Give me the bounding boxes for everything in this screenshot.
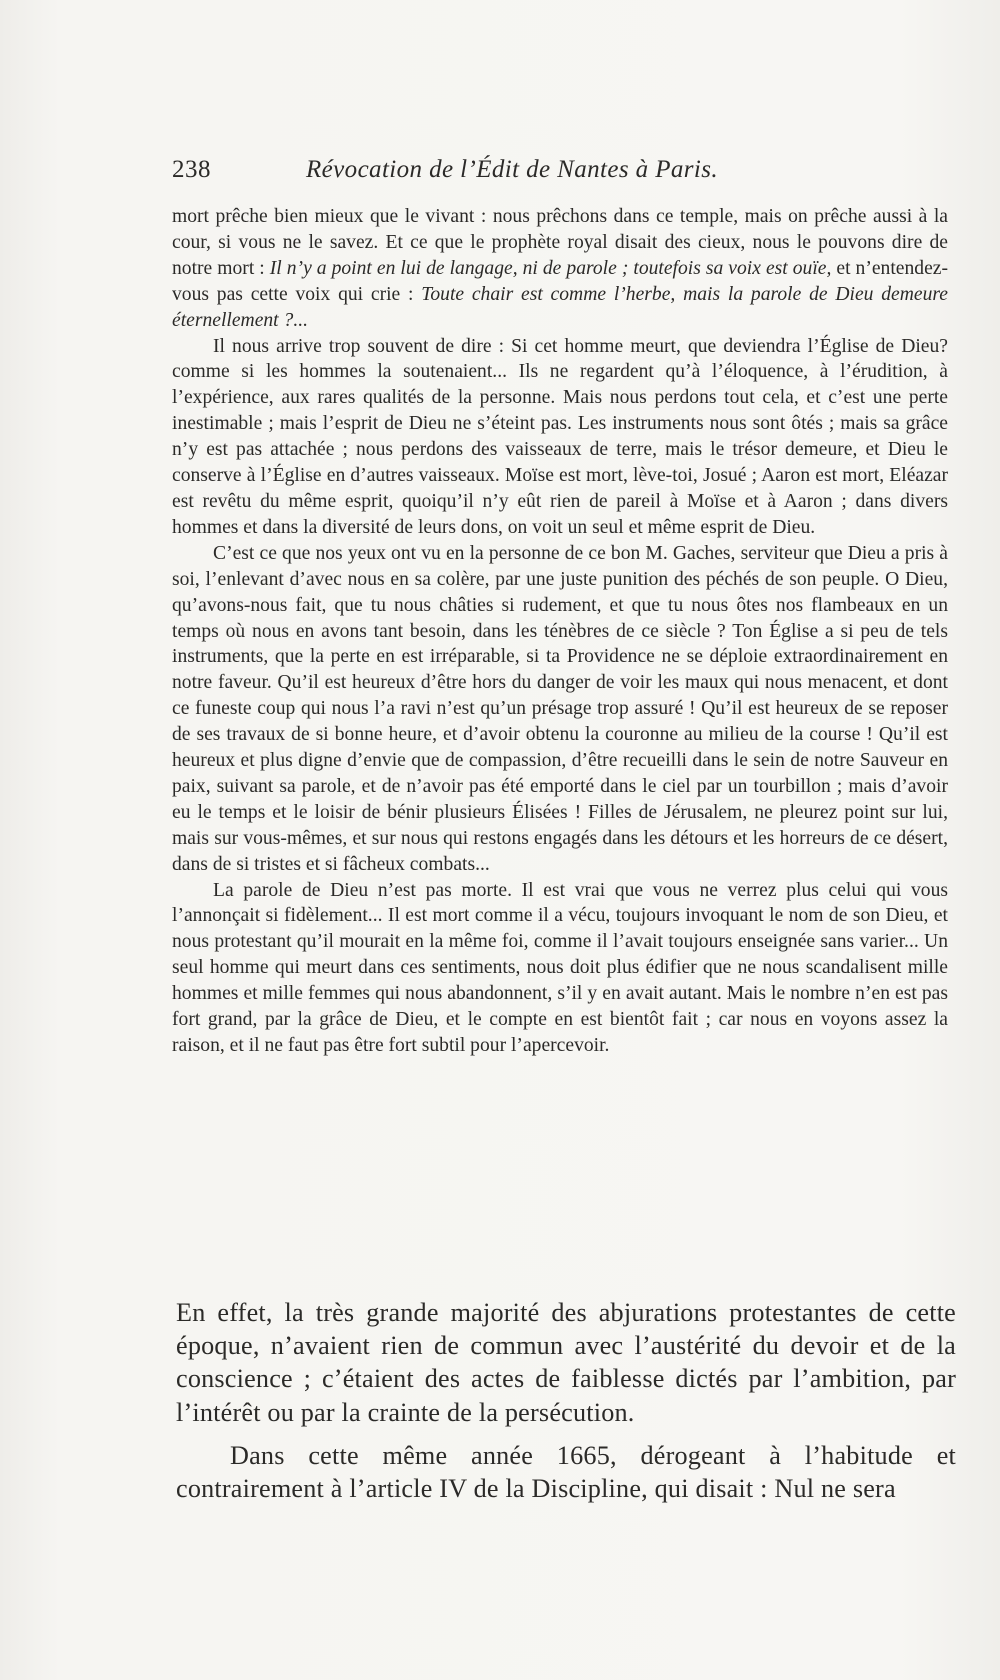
quote-italic-verse: Il n’y a point en lui de langage, ni de parole ; toutefois sa voix est ouïe, xyxy=(269,257,832,279)
quoted-sermon xyxy=(172,204,948,1059)
quote-paragraph: La parole de Dieu n’est pas morte. Il est vrai que vous ne verrez plus celui qui vous l’annonçait si fidèlement... Il est mort comme il a vécu, toujours invoquant le nom de son Dieu, et nous protestant qu’il mourait en la même foi, comme il l’avait toujours enseignée sans varier... Un seul homme qui meurt dans ces sentiments, nous doit plus édifier que ne nous scandalisent mille hommes et mille femmes qui nous abandonnent, s’il y en avait autant. Mais le nombre n’en est pas fort grand, par la grâce de Dieu, et le compte en est bientôt fait ; car nous en voyons assez la raison, et il ne faut pas être fort subtil pour l’apercevoir. xyxy=(172,879,948,1056)
running-title: Révocation de l’Édit de Nantes à Paris. xyxy=(306,156,719,183)
main-text xyxy=(176,1296,956,1505)
quote-paragraph xyxy=(172,204,948,334)
page-header xyxy=(172,156,812,196)
quote-italic-verse: Toute chair est comme l’herbe, mais la parole de Dieu demeure éternellement ?... xyxy=(172,283,948,331)
page-number: 238 xyxy=(172,156,211,183)
quote-paragraph: Il nous arrive trop souvent de dire : Si cet homme meurt, que deviendra l’Église de Dieu? comme si les hommes la soutenaient... Ils ne regardent qu’à l’éloquence, à l’érudition, à l’expérience, aux rares qualités de la personne. Mais nous perdons tout cela, et c’est une perte inestimable ; mais l’esprit de Dieu ne s’éteint pas. Les instruments nous sont ôtés ; mais sa grâce n’y est pas attachée ; nous perdons des vaisseaux de terre, mais le trésor demeure, et Dieu le conserve à l’Église en d’autres vaisseaux. Moïse est mort, lève-toi, Josué ; Aaron est mort, Eléazar est revêtu du même esprit, quoiqu’il n’y eût rien de pareil à Moïse et à Aaron ; dans divers hommes et dans la diversité de leurs dons, on voit un seul et même esprit de Dieu. xyxy=(172,335,948,538)
text-paragraph: En effet, la très grande majorité des abjurations protestantes de cette époque, n’avaient rien de commun avec l’austérité du devoir et de la conscience ; c’étaient des actes de faiblesse dictés par l’ambition, par l’intérêt ou par la crainte de la persécution. xyxy=(176,1298,956,1427)
text-paragraph: Dans cette même année 1665, dérogeant à l’habitude et contrairement à l’article IV de la Discipline, qui disait : Nul ne sera xyxy=(176,1440,956,1504)
quote-text: et n’entendez-vous pas cette voix qui crie : xyxy=(172,257,949,305)
quote-paragraph: C’est ce que nos yeux ont vu en la personne de ce bon M. Gaches, serviteur que Dieu a pris à soi, l’enlevant d’avec nous en sa colère, par une juste punition des péchés de son peuple. O Dieu, qu’avons-nous fait, que tu nous châties si rudement, et que tu nous ôtes nos flambeaux en un temps où nous en avons tant besoin, dans les ténèbres de ce siècle ? Ton Église a si peu de tels instruments, que la perte en est irréparable, si ta Providence ne se déploie extraordinairement en notre faveur. Qu’il est heureux d’être hors du danger de voir les maux qui nous menacent, et dont ce funeste coup qui nous l’a ravi n’est qu’un présage trop assuré ! Qu’il est heureux de se reposer de ses travaux de si bonne heure, et d’avoir obtenu la couronne au milieu de la course ! Qu’il est heureux et plus digne d’envie que de compassion, d’être recueilli dans le sein de notre Sauveur en paix, suivant sa parole, et de n’avoir pas été emporté dans le ciel par un tourbillon ; mais d’avoir eu le temps et le loisir de bénir plusieurs Élisées ! Filles de Jérusalem, ne pleurez point sur lui, mais sur vous-mêmes, et sur nous qui restons engagés dans les détours et les horreurs de ce désert, dans de si tristes et si fâcheux combats... xyxy=(172,542,948,875)
quote-text: mort prêche bien mieux que le vivant : nous prêchons dans ce temple, mais on prêche aussi à la cour, si vous ne le savez. Et ce que le prophète royal disait des cieux, nous le pouvons dire de notre mort : xyxy=(172,206,948,279)
